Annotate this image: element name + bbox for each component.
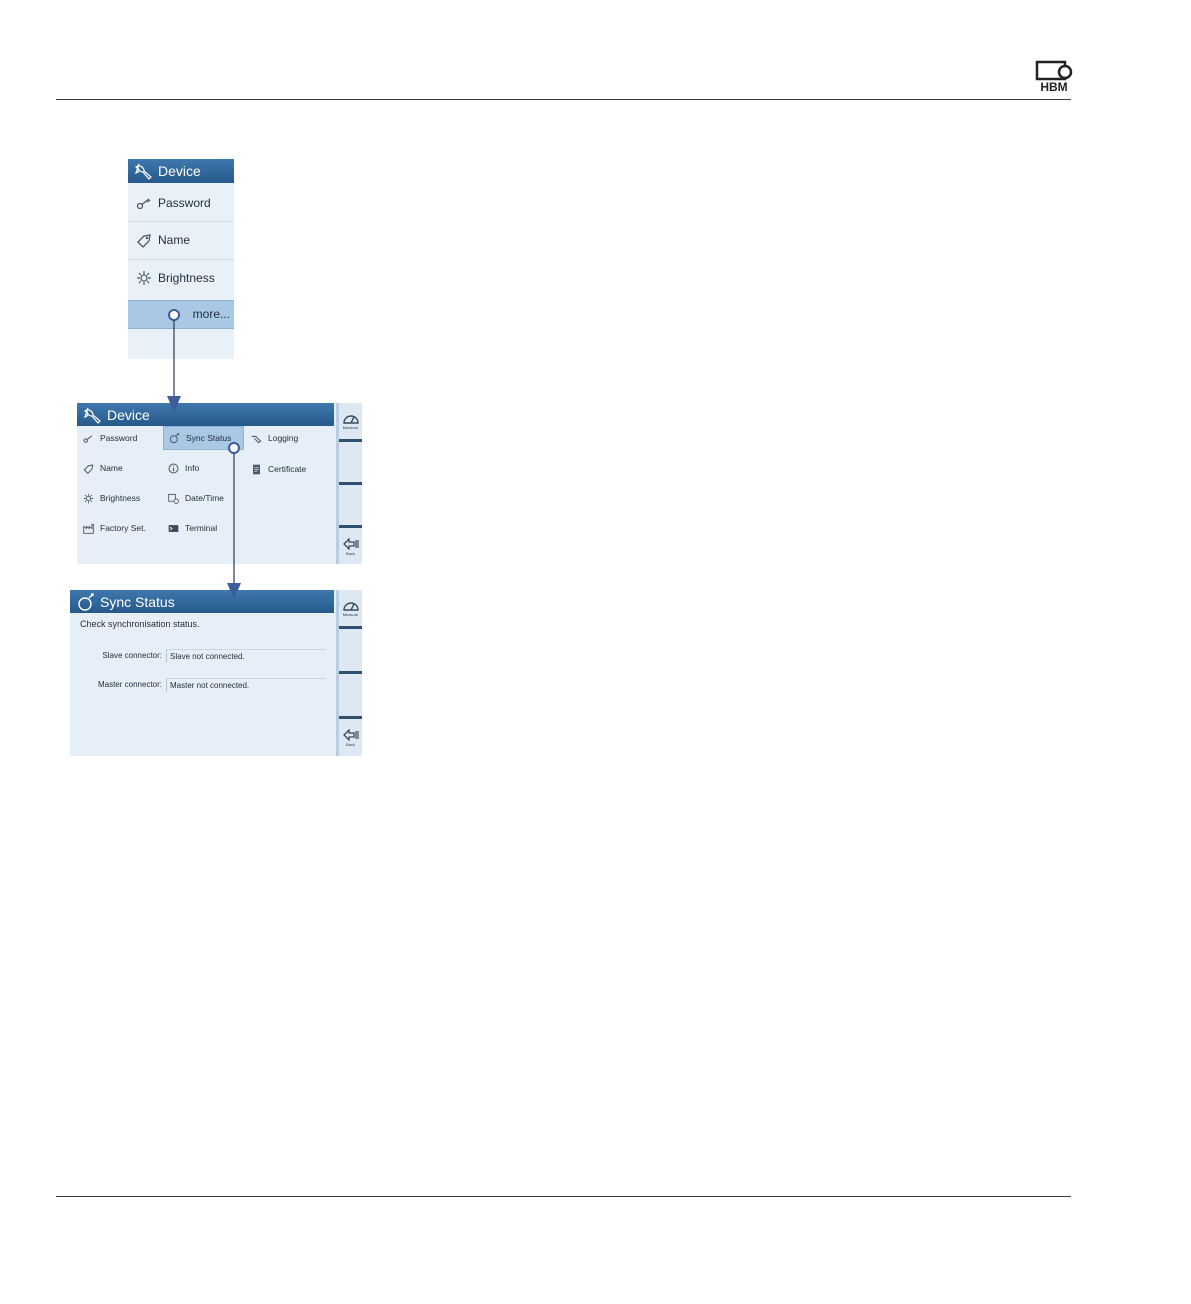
menu-item-label: Brightness <box>100 493 141 503</box>
menu-item-label: Certificate <box>268 464 307 474</box>
menu-item-factory-set[interactable] <box>83 519 146 537</box>
footer-rule <box>56 1196 1071 1197</box>
header-rule <box>56 99 1071 100</box>
sync-icon <box>76 592 96 612</box>
logging-icon <box>251 433 262 444</box>
measure-label: Measure <box>342 425 359 430</box>
hbm-logo <box>1035 60 1073 92</box>
menu-item-date-time[interactable] <box>168 489 224 507</box>
menu-item-label: Password <box>100 433 138 443</box>
description-text: Check synchronisation status. <box>80 619 200 629</box>
menu-item-label: Sync Status <box>186 433 232 443</box>
menu-item-sync-status[interactable] <box>163 426 244 450</box>
panel-title: Sync Status <box>100 593 175 610</box>
menu-item-certificate[interactable] <box>251 460 306 478</box>
title-bar <box>77 403 334 426</box>
sync-icon <box>169 433 180 444</box>
back-arrow-icon <box>343 729 359 741</box>
menu-item-label: Password <box>158 196 211 210</box>
sun-icon <box>136 270 152 286</box>
side-button-2[interactable] <box>339 443 362 481</box>
menu-item-label: Info <box>185 463 200 473</box>
side-divider <box>339 482 362 485</box>
panel-title: Device <box>158 163 201 179</box>
info-icon <box>168 463 179 474</box>
panel-title: Device <box>107 406 150 423</box>
menu-item-password[interactable] <box>128 185 234 221</box>
menu-item-name[interactable] <box>128 222 234 258</box>
side-button-bar <box>336 590 362 756</box>
more-button[interactable]: more... <box>128 300 234 329</box>
menu-item-label: Terminal <box>185 523 218 533</box>
menu-item-logging[interactable] <box>251 429 298 447</box>
menu-item-terminal[interactable] <box>168 519 217 537</box>
master-connector-value: Master not connected. <box>166 678 326 692</box>
back-label: Back <box>346 742 355 747</box>
menu-item-label: Brightness <box>158 271 215 285</box>
wrench-icon <box>134 161 154 181</box>
menu-item-label: Factory Set. <box>100 523 146 533</box>
logo-text: HBM <box>1040 80 1068 92</box>
menu-item-label: Logging <box>268 433 299 443</box>
device-menu-compact <box>128 159 234 359</box>
slave-connector-value: Slave not connected. <box>166 649 326 663</box>
terminal-icon <box>168 523 179 534</box>
certificate-icon <box>251 464 262 475</box>
back-button[interactable] <box>339 531 362 563</box>
sync-status-screen <box>70 590 362 756</box>
menu-item-label: Date/Time <box>185 493 224 503</box>
key-icon <box>83 433 94 444</box>
side-button-3[interactable] <box>339 675 362 715</box>
calendar-clock-icon <box>168 493 179 504</box>
device-menu-full <box>77 403 362 564</box>
menu-item-brightness[interactable] <box>128 260 234 296</box>
menu-item-name[interactable] <box>83 459 123 477</box>
side-divider <box>339 525 362 528</box>
back-button[interactable] <box>339 722 362 754</box>
menu-item-password[interactable] <box>83 429 137 447</box>
back-arrow-icon <box>343 538 359 550</box>
title-bar <box>70 590 334 613</box>
side-divider <box>339 626 362 629</box>
menu-item-brightness[interactable] <box>83 489 140 507</box>
side-button-2[interactable] <box>339 630 362 670</box>
side-divider <box>339 439 362 442</box>
side-button-3[interactable] <box>339 486 362 524</box>
sun-icon <box>83 493 94 504</box>
side-divider <box>339 671 362 674</box>
side-button-bar <box>336 403 362 564</box>
menu-item-info[interactable] <box>168 459 199 477</box>
wrench-icon <box>83 405 103 425</box>
measure-button[interactable] <box>339 592 362 624</box>
gauge-icon <box>343 412 359 424</box>
title-bar <box>128 159 234 183</box>
factory-icon <box>83 523 94 534</box>
menu-item-label: Name <box>100 463 123 473</box>
side-divider <box>339 716 362 719</box>
tag-icon <box>83 463 94 474</box>
tag-icon <box>136 232 152 248</box>
key-icon <box>136 195 152 211</box>
master-connector-label: Master connector: <box>97 680 162 689</box>
slave-connector-label: Slave connector: <box>102 651 162 660</box>
measure-button[interactable] <box>339 405 362 437</box>
gauge-icon <box>343 599 359 611</box>
menu-item-label: Name <box>158 233 191 247</box>
back-label: Back <box>346 551 355 556</box>
measure-label: Measure <box>342 612 359 617</box>
